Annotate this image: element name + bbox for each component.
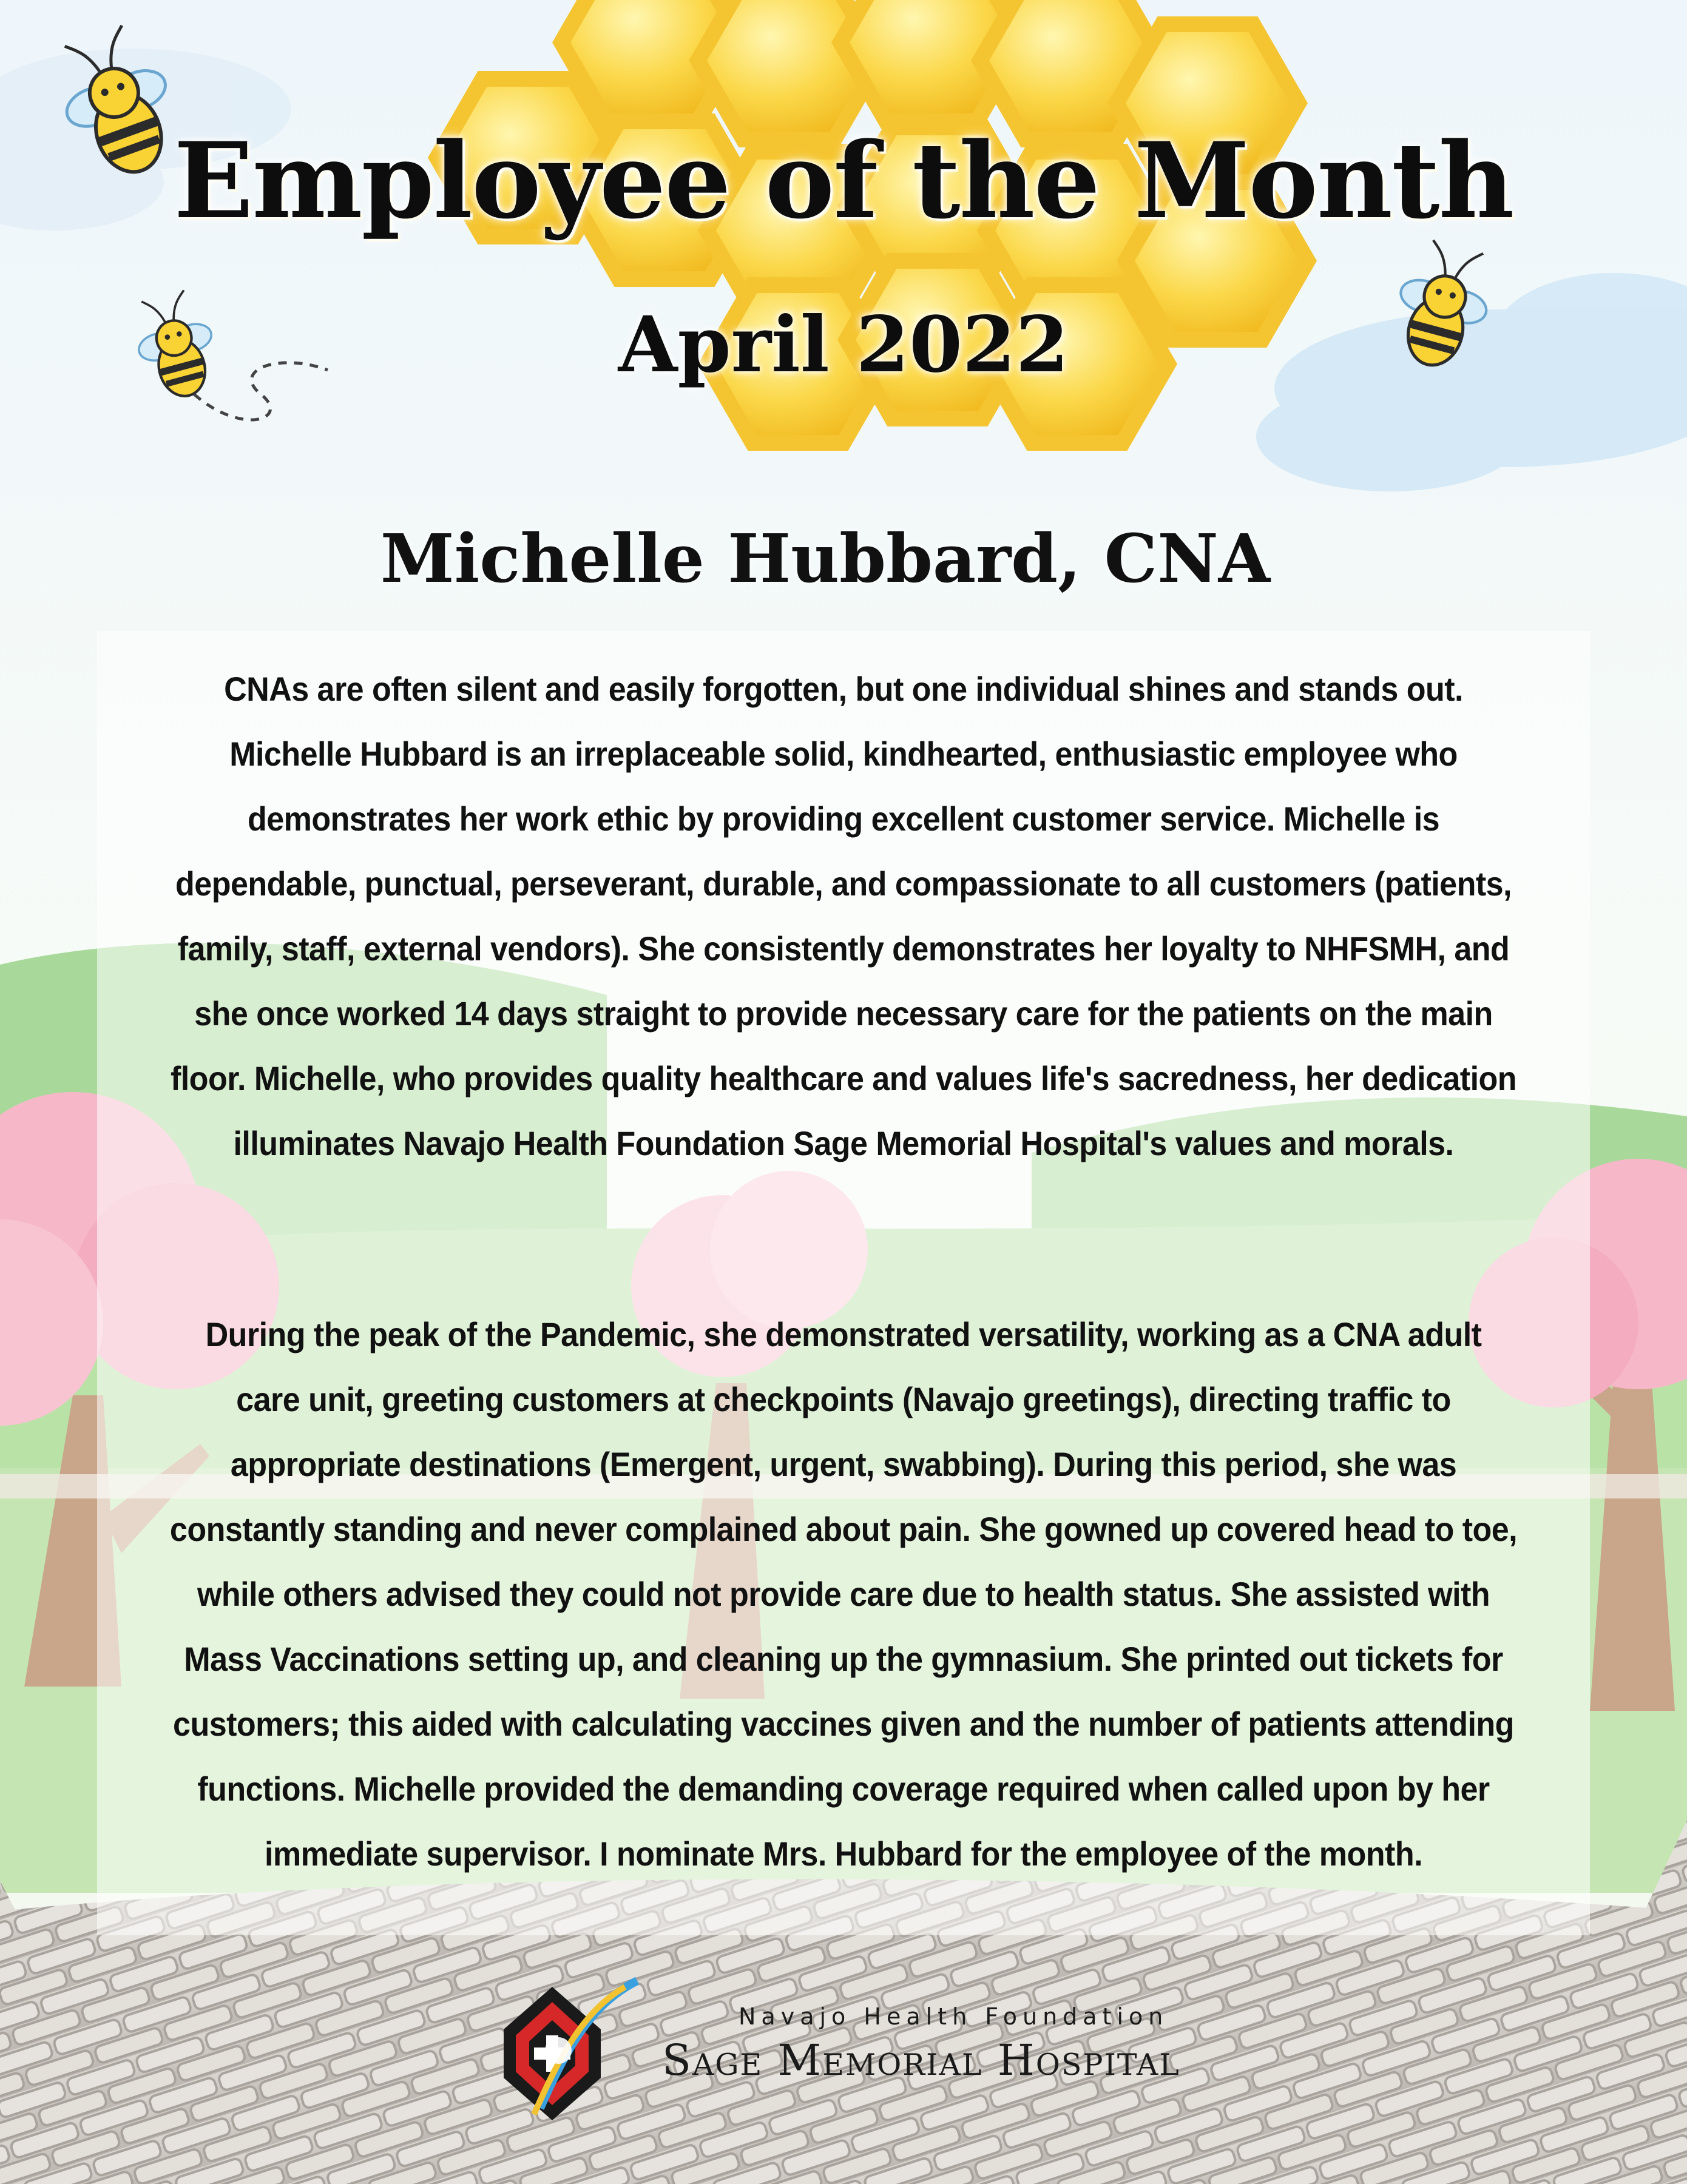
award-date: April 2022 bbox=[618, 300, 1069, 389]
employee-name: Michelle Hubbard, CNA bbox=[380, 519, 1271, 598]
nomination-paragraph-2: During the peak of the Pandemic, she demonstrated versatility, working as a CNA adult care unit, greeting customers at checkpoints (Navajo greetings), directing traffic to appropriate destinations (Emergent, urgent, swabbing). During this period, she was constantly standing and never complained about pain. She gowned up covered head to toe, while others advised they could not provide care due to health status. She assisted with Mass Vaccinations setting up, and cleaning up the gymnasium. She printed out tickets for customers; this aided with calculating vaccines given and the number of patients attending functions. Michelle provided the demanding coverage required when called upon by her immediate supervisor. I nominate Mrs. Hubbard for the employee of the month. bbox=[169, 1315, 1518, 1873]
org-name-line-1: Navajo Health Foundation bbox=[739, 2003, 1169, 2030]
page-title: Employee of the Month bbox=[174, 119, 1513, 242]
org-name-line-2: Sage Memorial Hospital bbox=[662, 2035, 1180, 2085]
nomination-paragraph-1: CNAs are often silent and easily forgotten, but one individual shines and stands out. Michelle Hubbard is an irreplaceable solid, kindhearted, enthusiastic employee who demonstrates her work ethic by providing excellent customer service. Michelle is dependable, punctual, perseverant, durable, and compassionate to all customers (patients, family, staff, external vendors). She consistently demonstrates her loyalty to NHFSMH, and she once worked 14 days straight to provide necessary care for the patients on the main floor. Michelle, who provides quality healthcare and values life's sacredness, her dedication illuminates Navajo Health Foundation Sage Memorial Hospital's values and morals. bbox=[170, 670, 1517, 1162]
